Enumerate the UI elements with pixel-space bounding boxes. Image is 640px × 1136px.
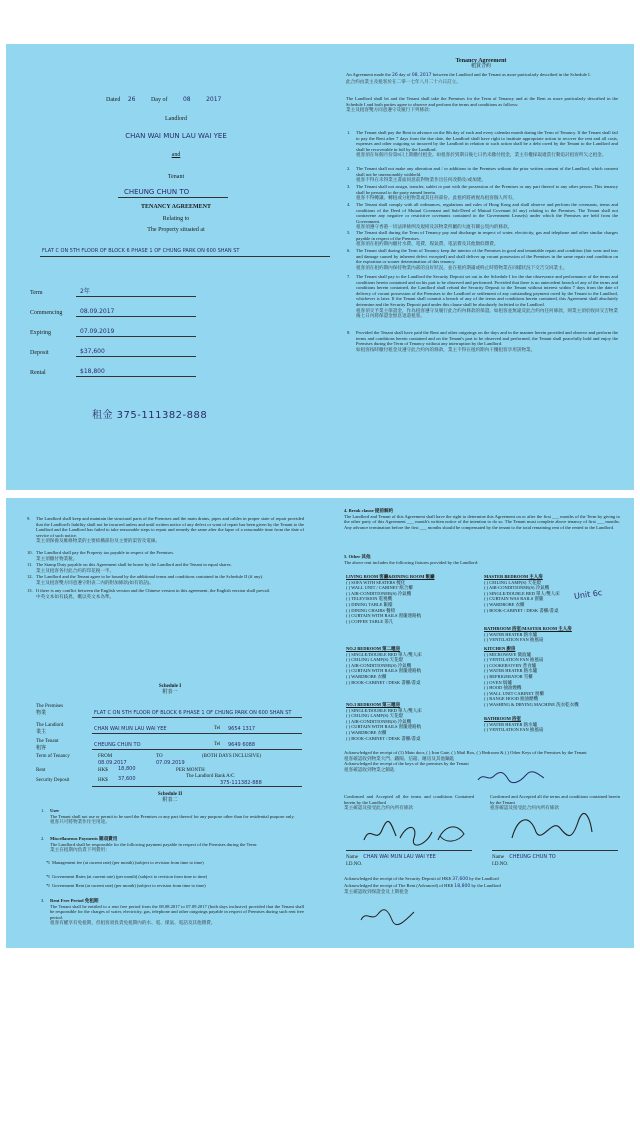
fixture-item: ( ) WALL UNIT / CABINET 組合櫃	[346, 585, 413, 591]
clause-2: 2. The Tenant shall not make any alteration and / or additions to the Premises without the prior written consent of the Landlord, which consent shall not be unreasonably withheld. 租客不得在未得業主書面同意前對物業作出任何改動及/或加建。	[347, 166, 618, 183]
commencing-value: 08.09.2017	[80, 308, 115, 315]
expiring-value: 07.09.2019	[80, 328, 115, 335]
fixture-item: ( ) WARDROBE 衣櫃	[346, 673, 387, 679]
schedule1-landlord-value: CHAN WAI MUN LAU WAI YEE	[94, 726, 167, 732]
fixture-item: ( ) CURTAIN WITH RAILS 窗簾連路軌	[346, 613, 422, 619]
fixture-item: ( ) VENTILATION FAN 抽風扇	[484, 657, 544, 663]
tenant-tel: 9649 6088	[228, 742, 256, 748]
schedule2-title: Schedule II	[157, 792, 183, 797]
rental-label: Rental	[30, 370, 46, 376]
dated-line: Dated 26 Day of 08 2017	[106, 96, 222, 103]
fixture-item: ( ) WALL UNIT CABINET 廚櫃	[484, 690, 544, 696]
property-address: FLAT C ON 5TH FLOOR OF BLOCK 6 PHASE 1 OF CHUNG PARK ON 600 SHAN ST	[42, 248, 240, 254]
s2-misc-payments: 2. Miscellaneous Payments 雜項費用 The Landlord shall be responsible for the following payment payable in respect of the Premises during the Term: 業主在租期內負責下列費用：	[41, 836, 258, 853]
fixture-item: ( ) COOKER/OVEN 煮食爐	[484, 662, 537, 668]
fixture-item: ( ) VENTILATION FAN 抽風扇	[484, 637, 544, 643]
deposit-signature	[358, 906, 418, 926]
clause-7: 7. The Tenant shall pay to the Landlord the Security Deposit set out in the Schedule I for the due observance and performance of the terms and conditions herein contained and on his part to be observed and performed. Provided that there is no antecedent breach of any of the terms and conditions herein contained, the Landlord shall refund the Security Deposit to the Tenant without interest within 7 days from the date of delivery of vacant possession of the Premises to the Landlord or settlement of any outstanding payment owed by the Tenant to the Landlord, whichever is later. If the Tenant shall commit a breach of any of the terms and conditions herein contained, this Agreement shall absolutely determine and the Security Deposit paid under this clause shall be absolutely forfeited to the Landlord. 租客須交予業主保證金，作為租客遵守及履行此合約內條款的保證。如租客並無違反此合約內任何條款，則業主須於收回交吉物業後七日內將保證金無息退還租客。	[347, 274, 618, 319]
schedule1-deposit-value: 37,600	[118, 776, 136, 782]
schedule1-tenant-value: CHEUNG CHUN TO	[94, 742, 141, 748]
agreement-page-2: 9. The Landlord shall keep and maintain the structural parts of the Premises and the main drains, pipes and cables in proper state of repair provided that the Landlord's liability shall not be incurred unless and until written notice of any defect or want of repair has been given by the Tenant to the Landlord and the Landlord has failed to take reasonable steps to repair and remedy the same after the lapse of a reasonable time from the date of service of such notice. 業主須保養及維修物業的主要結構部份及主要的渠管及電線。 10. The Landlord shall pay the Property tax payable in respect of the Premises. 業主須繳付物業稅。 11. The Stamp Duty payable on this Agreement shall be borne by the Landlord and the Tenant in equal shares. 業主及租客各付此合約的印花稅一半。 12. The Landlord and the Tenant agree to be bound by the additional terms and conditions contained in the Schedule II (if any). 業主及租客雙方同意遵守附表二內的附加條款(如有的話)。 13. If there is any conflict between the English version and the Chinese version in this agreement, the English version shall prevail. 中英文本如有歧異，概以英文本為準。 Schedule I 附表一 The Premises 物業 FLAT C ON 5TH FLOOR OF BLOCK 6 PHASE 1 OF CHUNG PARK ON 600 SHAN ST The Landlord 業主 CHAN WAI MUN LAU WAI YEE Tel 9654 1317 The Tenant 租客 CHEUNG CHUN TO Tel 9649 6088 Term of Tenancy FROM TO (BOTH DAYS INCLUSIVE) 08.09.2017 07.09.2019 Rent HK$ 18,800 PER MONTH Security Deposit HK$ 37,600 The Landlord Bank A/C 375-111382-888 Schedule II 附表二 1. User The Tenant shall not use or permit to be used the Premises or any part thereof for any purpose other than for residential purpose only. 租客只可將物業作住宅用途。 2. Miscellaneous Payments 雜項費用 The Landlord shall be responsible for the following payment payable in respect of the Premises during the Term: 業主在租期內負責下列費用： *I Management fee (at current rate) (per month) (subject to revision from time to time) *I Government Rates (at current rate) (per month) (subject to revision from time to time) *I Government Rent (at current rate) (per month) (subject to revision from time to time) 3. Rent Free Period 免租期 The Tenant shall be entitled to a rent free period from the 08.08.2017 to 07.09.2017 (both days inclusive) provided that the Tenant shall be responsible for the charges of water, electricity, gas, telephone and other outgoings payable in respect of Premises during such rent free period. 租客有權享有免租期，但租客須負責免租期內的水、電、煤氣、電話及其他雜費。 4. Break clause 提前解約 The Landlord and Tenant of this Agreement shall have the right to determine this Agreement on or after the first ___ months of the Term by giving to the other party of this Agreement ___ month's written notice of the intention to do so. The Tenant must complete above tenancy of first ___ months. Any advance termination before the first ___ months should be compensated by the tenant to the total remaining rent of the rented to the Landlord. 5. Other 其他 The above rent includes the following fixtures provided by the Landlord: LIVING ROOM 客廳&DINING ROOM 飯廳 ( ) SOFA WITH SEATERS 梳化 ( ) WALL UNIT / CABINET 組合櫃 ( ) AIR-CONDITIONER(S) 冷氣機 ( ) TELEVISION 電視機 ( ) DINING TABLE 飯檯 ( ) DINING CHAIRS 餐椅 ( ) CURTAIN WITH RAILS 窗簾連路軌 ( ) COFFEE TABLE 茶几 MASTER BEDROOM 主人房 ( ) CEILING LAMP(S) 天花燈 ( ) AIR-CONDITIONER(S) 冷氣機 ( ) SINGLE/DOUBLE BED 單人/雙人床 ( ) CURTAIN WAS RAILS 窗簾 ( ) WARDROBE 衣櫃 ( ) BOOK-CABINET / DESK 書櫃/書桌 BATHROOM 浴室/MASTER ROOM 主人房 ( ) WATER HEATER 熱水爐 ( ) VENTILATION FAN 抽風扇 NO.2 BEDROOM 第二睡房 ( ) SINGLE/DOUBLE BED 單人/雙人床 ( ) CEILING LAMP(S) 天花燈 ( ) AIR-CONDITIONER(S) 冷氣機 ( ) CURTAIN WITH RAILS 窗簾連路軌 ( ) WARDROBE 衣櫃 ( ) BOOK-CABINET / DESK 書櫃/書桌 KITCHEN 廚房 ( ) MICROWAVE 微波爐 ( ) VENTILATION FAN 抽風扇 ( ) COOKER/OVEN 煮食爐 ( ) WATER HEATER 熱水爐 ( ) REFRIGERATOR 雪櫃 ( ) OVEN 焗爐 ( ) HOOD 抽油煙機 ( ) WALL UNIT CABINET 廚櫃 ( ) RANGE HOOD 抽油煙機 ( ) WASHING & DRYING MACHINE 洗衣乾衣機 NO.3 BEDROOM 第三睡房 ( ) SINGLE/DOUBLE BED 單人/雙人床 ( ) CEILING LAMP(S) 天花燈 ( ) AIR-CONDITIONER(S) 冷氣機 ( ) CURTAIN WITH RAILS 窗簾連路軌 ( ) WARDROBE 衣櫃 ( ) BOOK-CABINET / DESK 書櫃/書桌 BATHROOM 浴室 ( ) WATER HEATER 熱水爐 ( ) VENTILATION FAN 抽風扇 Unit 6c Acknowledged the receipt of (1) Main door, ( ) Iron Gate, ( ) Mail Box, ( ) Bedroom & ( ) Other Keys of the Premises by the Tenant 租客確認收到物業大門、鐵閘、信箱、睡房及其他鑰匙 Acknowledged the receipt of the keys of the premises by the Tenant 租客確認收到物業之鎖匙 Confirmed and Accepted all the terms and conditions Contained herein by the Landlord 業主確認及接受此合約內所有條款 Confirmed and Accepted all the terms and conditions contained herein by the Tenant 租客確認及接受此合約內所有條款 Name CHAN WAI MUN LAU WAI YEE Name CHEUNG CHUN TO I.D.NO. I.D.NO. Acknowledged the receipt of the Security Deposit of HK$ 37,600 by the Landlord Acknowledged the receipt of The Rent (Advanced) of HK$ 18,800 by the Landlord 業主確認收到保證金及上期租金	[6, 498, 634, 948]
handwritten-unit-note: Unit 6c	[573, 588, 603, 601]
agreement-page-1	[6, 44, 634, 490]
fixture-item: ( ) SOFA WITH SEATERS 梳化	[346, 579, 406, 585]
handwritten-account-note: 租金 375-111382-888	[92, 410, 208, 421]
fixture-item: ( ) REFRIGERATOR 雪櫃	[484, 673, 533, 679]
clause-5: 5. The Tenant shall during the Term of Tenancy pay and discharge in respect of water, electricity, gas and telephone and other similar charges payable in respect of the Premises. 租客須在租約期內繳付水費、電費、煤氣費、電話費及其他類似雜費。	[347, 230, 618, 247]
fixture-item: ( ) TELEVISION 電視機	[346, 596, 393, 602]
fixture-item: ( ) SINGLE/DOUBLE BED 單人/雙人床	[346, 651, 422, 657]
bath2-list-heading: BATHROOM 浴室	[484, 716, 522, 721]
clause-13: 13. If there is any conflict between the English version and the Chinese version in this agreement, the English version shall prevail. 中英文本如有歧異，概以英文本為準。	[27, 588, 271, 599]
s2-user: 1. User The Tenant shall not use or permit to be used the Premises or any part thereof for any purpose other than for residential purpose only. 租客只可將物業作住宅用途。	[41, 808, 295, 825]
fixture-item: ( ) BOOK-CABINET / DESK 書櫃/書桌	[346, 679, 421, 685]
schedule2-title-zh: 附表二	[162, 798, 178, 803]
fixture-item: ( ) WARDROBE 衣櫃	[346, 729, 387, 735]
schedule1-tenant: The Tenant 租客	[36, 739, 59, 751]
clause-1: 1. The Tenant shall pay the Rent in advance on the 8th day of each and every calendar month during the Term of Tenancy. If the Tenant shall fail to pay the Rent after 7 days from the due date, the Landlord shall have right to institute appropriate action to recover the rent and all costs, expenses and other outgoing so incurred by the Landlord in relation to such action shall be a debt owed by the Tenant to the Landlord and shall be recoverable in full by the Landlord. 租客須在每個月份第8日上期繳付租金。如租客於到期日後七日仍未繳付租金，業主有權採取適當行動追討租客所欠之租金。	[347, 130, 618, 158]
fixture-item: ( ) WATER HEATER 熱水爐	[484, 721, 538, 727]
fixture-item: ( ) COFFEE TABLE 茶几	[346, 618, 394, 624]
kitchen-items	[484, 646, 620, 708]
intro-paragraph: An Agreement made the 26 day of 08, 2017 between the Landlord and the Tenant as more particularly described in the Schedule I. 此合約由業主及租客於在二零一七年八月二十六日訂立。	[346, 72, 591, 84]
fixture-item: ( ) CEILING LAMP(S) 天花燈	[346, 713, 403, 719]
term-value: 2年	[80, 288, 90, 295]
fixture-item: ( ) WASHING & DRYING MACHINE 洗衣乾衣機	[484, 701, 579, 707]
clause-4: 4. The Tenant shall comply with all ordinances, regulations and rules of Hong Kong and shall observe and perform the covenants, terms and conditions of the Deed of Mutual Covenant and Sub-Deed of Mutual Covenant (if any) relating to the Premises. The Tenant shall not contravene any negative or restrictive covenants contained in the Government Lease(s) under which the Premises are held from the Government. 租客須遵守香港一切法律條例及規則及該物業所屬的大廈有關公契內的條款。	[347, 202, 618, 230]
bathroom-items	[484, 716, 620, 733]
dated-day: 26	[127, 96, 136, 103]
schedule1-landlord: The Landlord 業主	[36, 723, 64, 735]
and-word: and	[171, 152, 181, 158]
fixture-item: ( ) CEILING LAMP(S) 天花燈	[484, 579, 541, 585]
s2-rent-free: 3. Rent Free Period 免租期 The Tenant shall be entitled to a rent free period from the 08.08.2017 to 07.09.2017 (both days inclusive) provided that the Tenant shall be responsible for the charges of water, electricity, gas, telephone and other outgoings payable in respect of Premises during such rent free period. 租客有權享有免租期，但租客須負責免租期內的水、電、煤氣、電話及其他雜費。	[41, 898, 304, 926]
fixture-item: ( ) RANGE HOOD 抽油煙機	[484, 696, 538, 702]
fixture-item: ( ) WARDROBE 衣櫃	[484, 601, 525, 607]
deposit-value: $37,600	[80, 348, 105, 355]
landlord-let-paragraph: The Landlord shall let and the Tenant shall take the Premises for the Term of Tenancy and at the Rent as more particularly described in the Schedule I and both parties agree to observe and perform the terms and conditions as follows: 業主及租客雙方同意遵守及履行下列條款：	[346, 96, 618, 113]
living-room-items	[346, 574, 476, 624]
bedroom3-items	[346, 702, 476, 741]
living-list-heading: LIVING ROOM 客廳&DINING ROOM 飯廳	[346, 574, 435, 579]
schedule1-title: Schedule I	[158, 684, 182, 689]
br2-list-heading: NO.2 BEDROOM 第二睡房	[346, 646, 401, 651]
master-bathroom-items	[484, 626, 620, 643]
schedule1-deposit-label: Security Deposit	[36, 778, 70, 783]
break-clause: 4. Break clause 提前解約 The Landlord and Tenant of this Agreement shall have the right to determine this Agreement on or after the first ___ months of the Term by giving to the other party of this Agreement ___ month's written notice of the intention to do so. The Tenant must complete above tenancy of first ___ months. Any advance termination before the first ___ months should be compensated by the tenant to the total remaining rent of the rented to the Landlord.	[344, 508, 620, 530]
fixture-item: ( ) CEILING LAMP(S) 天花燈	[346, 657, 403, 663]
tenant-caption: Tenant	[167, 174, 185, 180]
fixture-item: ( ) BOOK-CABINET / DESK 書櫃/書桌	[346, 735, 421, 741]
fixture-item: ( ) CURTAIN WAS RAILS 窗簾	[484, 596, 544, 602]
right-heading-zh: 租賃合約	[470, 64, 491, 69]
fixture-item: ( ) WATER HEATER 熱水爐	[484, 631, 538, 637]
bedroom2-items	[346, 646, 476, 685]
landlord-id-label: I.D.NO.	[346, 862, 363, 867]
fixture-item: ( ) CURTAIN WITH RAILS 窗簾連路軌	[346, 668, 422, 674]
fixture-item: ( ) WATER HEATER 熱水爐	[484, 668, 538, 674]
fixture-item: ( ) AIR-CONDITIONER(S) 冷氣機	[346, 590, 412, 596]
fixture-item: ( ) SINGLE/DOUBLE BED 單人/雙人床	[484, 590, 560, 596]
landlord-confirmation: Confirmed and Accepted all the terms and conditions Contained herein by the Landlord 業主確認及接受此合約內所有條款	[344, 794, 474, 811]
fixture-item: ( ) SINGLE/DOUBLE BED 單人/雙人床	[346, 707, 422, 713]
clause-11: 11. The Stamp Duty payable on this Agreement shall be borne by the Landlord and the Tenant in equal shares. 業主及租客各付此合約的印花稅一半。	[27, 562, 232, 573]
fixture-item: ( ) CURTAIN WITH RAILS 窗簾連路軌	[346, 724, 422, 730]
deposit-acknowledgement: Acknowledged the receipt of the Security Deposit of HK$ 37,600 by the Landlord Acknowledged the receipt of The Rent (Advanced) of HK$ 18,800 by the Landlord 業主確認收到保證金及上期租金	[344, 876, 501, 895]
tenant-confirmation: Confirmed and Accepted all the terms and conditions contained herein by the Tenant 租客確認及接受此合約內所有條款	[490, 794, 620, 811]
clause-12: 12. The Landlord and the Tenant agree to be bound by the additional terms and conditions contained in the Schedule II (if any). 業主及租客雙方同意遵守附表二內的附加條款(如有的話)。	[27, 574, 264, 585]
clause-3: 3. The Tenant shall not assign, transfer, sublet or part with the possession of the Premises or any part thereof to any other person. This tenancy shall be personal to the party named herein. 租客不得轉讓、轉租或分租物業或其任何部份。此租約將被視為租客個人所有。	[347, 184, 618, 201]
schedule1-rent-value: 18,800	[118, 766, 136, 772]
kitchen-list-heading: KITCHEN 廚房	[484, 646, 516, 651]
tenant-name-line: Name CHEUNG CHUN TO	[492, 854, 556, 860]
fixture-item: ( ) HOOD 抽油煙機	[484, 685, 522, 691]
landlord-caption: Landlord	[165, 116, 187, 122]
landlord-name-line: Name CHAN WAI MUN LAU WAI YEE	[346, 854, 436, 860]
misc-payment-items: *I Management fee (at current rate) (per month) (subject to revision from time to time) *I Government Rates (at current rate) (per month) (subject to revision from time to time) *I Government Rent (at current rate) (per month) (subject to revision from time to time)	[46, 860, 208, 889]
br3-list-heading: NO.3 BEDROOM 第三睡房	[346, 702, 401, 707]
dated-month: 08	[182, 96, 191, 103]
clause-9: 9. The Landlord shall keep and maintain the structural parts of the Premises and the main drains, pipes and cables in proper state of repair provided that the Landlord's liability shall not be incurred unless and until written notice of any defect or want of repair has been given by the Tenant to the Landlord and the Landlord has failed to take reasonable steps to repair and remedy the same after the lapse of a reasonable time from the date of service of such notice. 業主須保養及維修物業的主要結構部份及主要的渠管及電線。	[27, 516, 304, 544]
tenant-name: CHEUNG CHUN TO	[124, 188, 190, 196]
fixture-item: ( ) DINING TABLE 飯檯	[346, 601, 393, 607]
term-to: 07.09.2019	[156, 760, 185, 766]
fixture-item: ( ) AIR-CONDITIONER(S) 冷氣機	[346, 718, 412, 724]
landlord-tel: 9654 1317	[228, 726, 256, 732]
fixture-item: ( ) VENTILATION FAN 抽風扇	[484, 727, 544, 733]
schedule1-title-zh: 附表一	[162, 690, 178, 695]
landlord-name: CHAN WAI MUN LAU WAI YEE	[125, 132, 227, 140]
commencing-label: Commencing	[30, 310, 63, 316]
right-heading: Tenancy Agreement	[455, 58, 507, 64]
doc-title: TENANCY AGREEMENT	[141, 204, 211, 210]
schedule1-term-label: Term of Tenancy	[36, 754, 70, 759]
landlord-signature	[360, 816, 470, 848]
clause-8: 8. Provided the Tenant shall have paid the Rent and other outgoings on the days and in the manner herein provided and observe and perform the terms and conditions herein contained and on the Tenant's part to be observed and performed, the Tenant shall peacefully hold and enjoy the Premises during the Term of Tenancy without any interruption by the Landlord. 如租客按時繳付租金及遵守此合約內的條款，業主不得在租約期內干擾租客享用該物業。	[347, 330, 618, 352]
clause-6: 6. The Tenant shall during the Term of Tenancy keep the interior of the Premises in good and tenantable repair and condition (fair wear and tear and damage caused by inherent defect excepted) and shall deliver up vacant possession of the Premises in the same repair and condition on the expiration or sooner determination of this tenancy. 租客須在租約期內保持物業內部的良好狀況，並在租約期滿或終止時將物業在同樣狀況下交吉交回業主。	[347, 248, 618, 270]
fixture-item: ( ) OVEN 焗爐	[484, 679, 512, 685]
term-label: Term	[30, 290, 43, 296]
tenant-id-label: I.D.NO.	[492, 862, 509, 867]
schedule1-bank-account: 375-111382-888	[220, 780, 262, 786]
keys-acknowledgement: Acknowledged the receipt of (1) Main door, ( ) Iron Gate, ( ) Mail Box, ( ) Bedroom & ( ) Other Keys of the Premises by the Tenant 租客確認收到物業大門、鐵閘、信箱、睡房及其他鑰匙 Acknowledged the receipt of the keys of the premises by the Tenant 租客確認收到物業之鎖匙	[344, 750, 587, 772]
deposit-label: Deposit	[30, 350, 49, 356]
term-from: 08.09.2017	[98, 760, 127, 766]
fixture-item: ( ) AIR-CONDITIONER(S) 冷氣機	[484, 585, 550, 591]
fixture-item: ( ) DINING CHAIRS 餐椅	[346, 607, 395, 613]
fixture-item: ( ) MICROWAVE 微波爐	[484, 651, 532, 657]
relating-to: Relating to	[162, 216, 190, 222]
clause-10: 10. The Landlord shall pay the Property tax payable in respect of the Premises. 業主須繳付物業稅。	[27, 550, 175, 561]
other-clause: 5. Other 其他 The above rent includes the following fixtures provided by the Landlord:	[344, 554, 479, 565]
tenant-signature	[506, 810, 596, 846]
rental-value: $18,800	[80, 368, 105, 375]
dated-year: 2017	[206, 96, 222, 103]
keys-signature	[476, 770, 546, 784]
schedule1-premises: The Premises 物業 FLAT C ON 5TH FLOOR OF BLOCK 6 PHASE 1 OF CHUNG PARK ON 600 SHAN ST	[36, 704, 292, 716]
bathm-list-heading: BATHROOM 浴室/MASTER ROOM 主人房	[484, 626, 572, 631]
master-list-heading: MASTER BEDROOM 主人房	[484, 574, 543, 579]
expiring-label: Expiring	[30, 330, 51, 336]
fixture-item: ( ) BOOK-CABINET / DESK 書櫃/書桌	[484, 607, 559, 613]
fixture-item: ( ) AIR-CONDITIONER(S) 冷氣機	[346, 662, 412, 668]
schedule1-rent-label: Rent	[36, 768, 46, 773]
property-situated: The Property situated at	[147, 227, 205, 233]
